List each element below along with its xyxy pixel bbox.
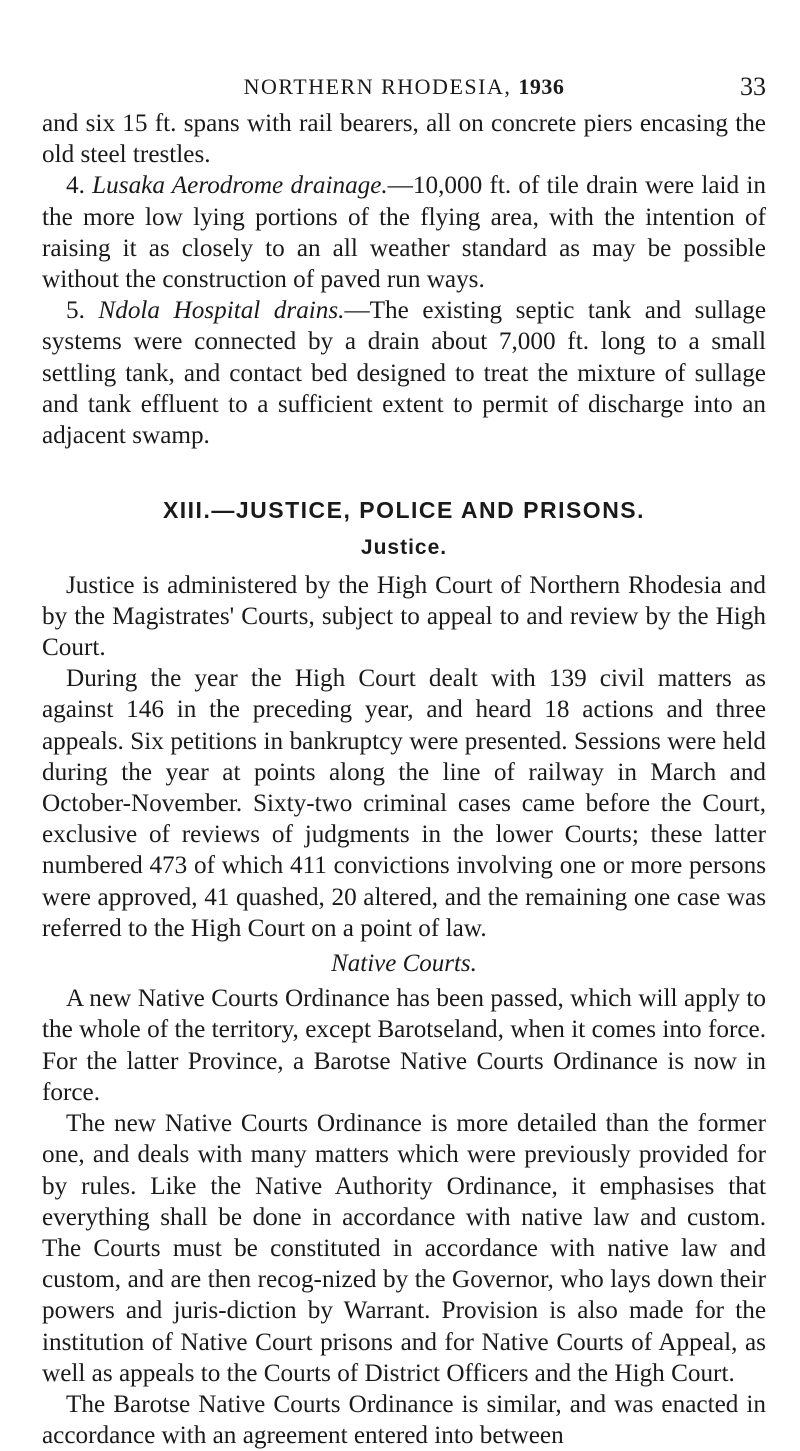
paragraph-justice-administered: Justice is administered by the High Court of Northern Rhodesia and by the Magistrates' Courts, subject to appeal to and review by the High Court. xyxy=(42,571,766,662)
paragraph-lusaka-aerodrome xyxy=(42,170,766,295)
paragraph-title: Ndola Hospital drains. xyxy=(98,297,345,325)
paragraph-text: —10,000 ft. of tile drain were laid in the more low lying portions of the flying area, with the intention of raising it as closely to an all weather standard as may be possible without the construction of paved run ways. xyxy=(42,172,766,294)
paragraph-number: 5. xyxy=(66,297,85,325)
paragraph-trestles: and six 15 ft. spans with rail bearers, all on concrete piers encasing the old steel trestles. xyxy=(42,110,766,169)
paragraph-title: Lusaka Aerodrome drainage. xyxy=(92,172,388,200)
page-body xyxy=(42,108,766,1451)
paragraph-barotse-ordinance: The Barotse Native Courts Ordinance is similar, and was enacted in accordance with an agreement entered into between xyxy=(42,1390,766,1450)
sub-heading-justice: Justice. xyxy=(360,536,448,560)
running-title-text: NORTHERN RHODESIA, xyxy=(243,74,512,99)
running-title xyxy=(42,74,766,100)
page-number: 33 xyxy=(740,72,766,101)
paragraph-high-court-year: During the year the High Court dealt with 139 civil matters as against 146 in the preceding year, and heard 18 actions and three appeals. Six petitions in bankruptcy were presented. Sessions were held during the year at points along the line of railway in March and October-November. Sixty-two criminal cases came before the Court, exclusive of reviews of judgments in the lower Courts; these latter numbered 473 of which 411 convictions involving one or more persons were approved, 41 quashed, 20 altered, and the remaining one case was referred to the High Court on a point of law. xyxy=(42,665,766,942)
section-heading: XIII.—JUSTICE, POLICE AND PRISONS. xyxy=(162,497,646,524)
paragraph-new-ordinance: A new Native Courts Ordinance has been passed, which will apply to the whole of the territory, except Barotseland, when it comes into force. For the latter Province, a Barotse Native Courts Ordinance is now in force. xyxy=(42,985,766,1106)
sub-heading-native-courts: Native Courts. xyxy=(331,950,477,978)
paragraph-number: 4. xyxy=(66,172,85,200)
paragraph-text: —The existing septic tank and sullage systems were connected by a drain about 7,000 ft. long to a small settling tank, and contact bed designed to treat the mixture of sullage and tank effluent to a sufficient extent to permit of discharge into an adjacent swamp. xyxy=(42,297,767,450)
running-head xyxy=(42,70,766,104)
paragraph-ndola-hospital xyxy=(42,295,766,451)
paragraph-ordinance-detail: The new Native Courts Ordinance is more detailed than the former one, and deals with many matters which were previously provided for by rules. Like the Native Authority Ordinance, it emphasises that everything shall be done in accordance with native law and custom. The Courts must be constituted in accordance with native law and custom, and are then recog-nized by the Governor, who lays down their powers and juris-diction by Warrant. Provision is also made for the institution of Native Court prisons and for Native Courts of Appeal, as well as appeals to the Courts of District Officers and the High Court. xyxy=(42,1110,766,1387)
running-title-year: 1936 xyxy=(518,74,565,99)
